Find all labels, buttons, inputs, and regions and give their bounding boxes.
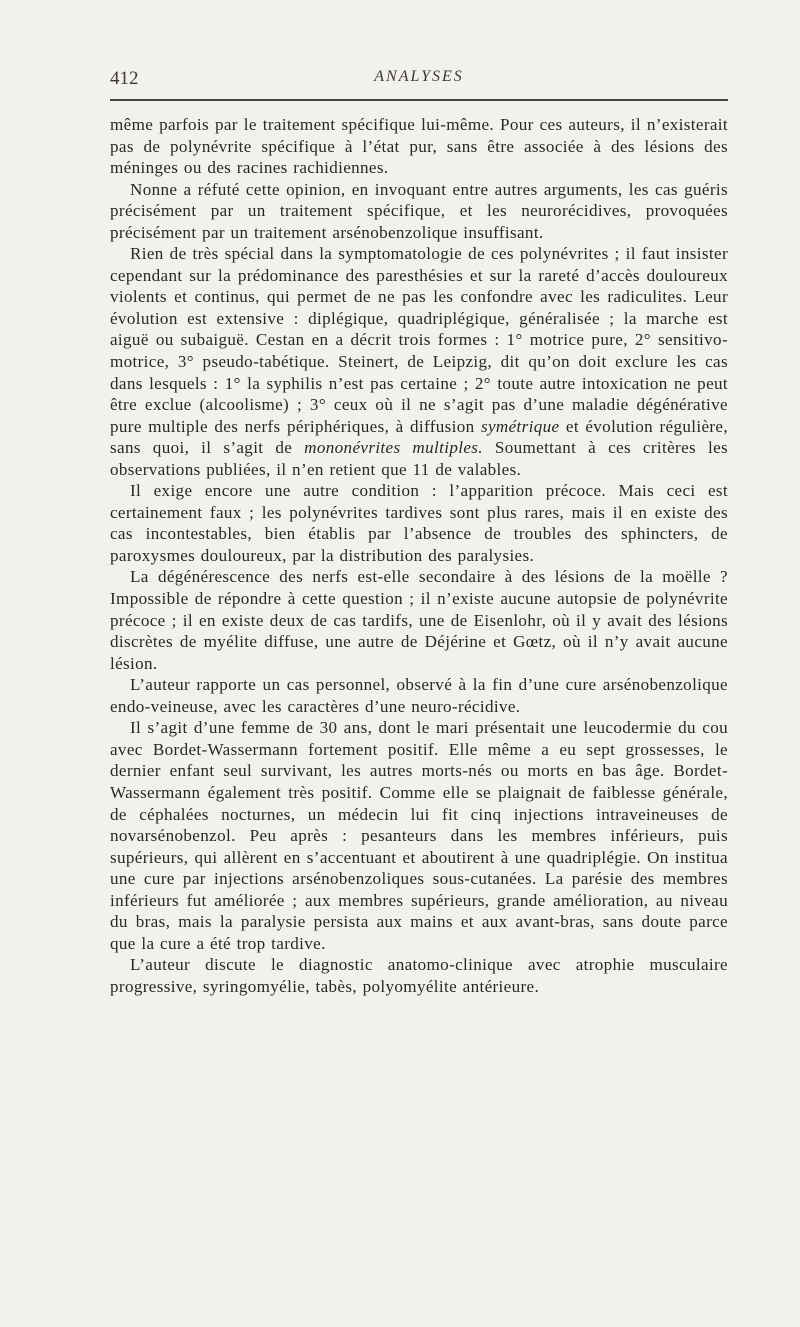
paragraph-text: Rien de très spécial dans la symptomatologie de ces polynévrites ; il faut insister cependant sur la prédominance des paresthésies et sur la rareté d’accès douloureux violents et continus, qui permet de ne pas les confondre avec les radiculites. Leur évolution est extensive : diplégique, quadriplégique, généralisée ; la marche est aiguë ou subaiguë. Cestan en a décrit trois formes : 1° motrice pure, 2° sensitivo-motrice, 3° pseudo-tabétique. Steinert, de Leipzig, dit qu’on doit exclure les cas dans lesquels : 1° la syphilis n’est pas certaine ; 2° toute autre intoxication ne peut être exclue (alcoolisme) ; 3° ceux où il ne s’agit pas d’une maladie dégénérative pure multiple des nerfs périphériques, à diffusion — [110, 244, 728, 436]
paragraph — [110, 674, 728, 717]
italic-text: symétrique — [480, 416, 560, 436]
running-title: ANALYSES — [374, 68, 464, 85]
paragraph-text: et évolution régulière, sans quoi, il s’agit de — [110, 416, 728, 458]
paragraph-text: La dégénérescence des nerfs est-elle secondaire à des lésions de la moëlle ? Impossible de répondre à cette question ; il n’existe aucune autopsie de polynévrite précoce ; il en existe deux de cas tardifs, une de Eisenlohr, où il y avait des lésions discrètes de myélite diffuse, une autre de Déjérine et Gœtz, où il n’y avait aucune lésion. — [110, 567, 728, 673]
paragraph — [110, 179, 728, 244]
italic-text: mononévrites multiples. — [304, 438, 483, 458]
paragraph-text: Soumettant à ces critères les observations publiées, il n’en retient que 11 de valables. — [110, 438, 729, 479]
paragraph-text: L’auteur rapporte un cas personnel, observé à la fin d’une cure arsénobenzolique endo-veineuse, avec les caractères d’une neuro-récidive. — [110, 675, 728, 716]
paragraph — [110, 243, 728, 480]
paragraph — [110, 717, 728, 954]
header-rule — [110, 99, 728, 101]
paragraph-text: Il s’agit d’une femme de 30 ans, dont le mari présentait une leucodermie du cou avec Bordet-Wassermann fortement positif. Elle même a eu sept grossesses, le dernier enfant seul survivant, les autres morts-nés ou morts en bas âge. Bordet-Wassermann également très positif. Comme elle se plaignait de faiblesse générale, de céphalées nocturnes, un médecin lui fit cinq injections intraveineuses de novarsénobenzol. Peu après : pesanteurs dans les membres inférieurs, puis supérieurs, qui allèrent en s’accentuant et aboutirent à une quadriplégie. On institua une cure par injections arsénobenzoliques sous-cutanées. La parésie des membres inférieurs fut améliorée ; aux membres supérieurs, grande amélioration, au niveau du bras, mais la paralysie persista aux mains et aux avant-bras, sans doute parce que la cure a été trop tardive. — [110, 718, 728, 953]
paragraph-text: L’auteur discute le diagnostic anatomo-clinique avec atrophie musculaire progressive, syringomyélie, tabès, polyomyélite antérieure. — [110, 955, 728, 996]
paragraph-text: Il exige encore une autre condition : l’apparition précoce. Mais ceci est certainement faux ; les polynévrites tardives sont plus rares, mais il en existe des cas incontestables, bien établis par l’absence de troubles des sphincters, de paroxysmes douloureux, par la distribution des paralysies. — [110, 481, 728, 565]
paragraph — [110, 566, 728, 674]
body-text — [110, 114, 728, 997]
page-number: 412 — [110, 68, 139, 89]
paragraph — [110, 480, 728, 566]
page-header — [110, 64, 728, 94]
paragraph-text: même parfois par le traitement spécifique lui-même. Pour ces auteurs, il n’existerait pas de polynévrite spécifique à l’état pur, sans être associée à des lésions des méninges ou des racines rachidiennes. — [110, 115, 728, 178]
paragraph — [110, 954, 728, 997]
paragraph-text: Nonne a réfuté cette opinion, en invoquant entre autres arguments, les cas guéris précisément par un traitement spécifique, et les neurorécidives, provoquées précisément par un traitement arsénobenzolique insuffisant. — [110, 179, 728, 242]
paragraph — [110, 114, 728, 179]
